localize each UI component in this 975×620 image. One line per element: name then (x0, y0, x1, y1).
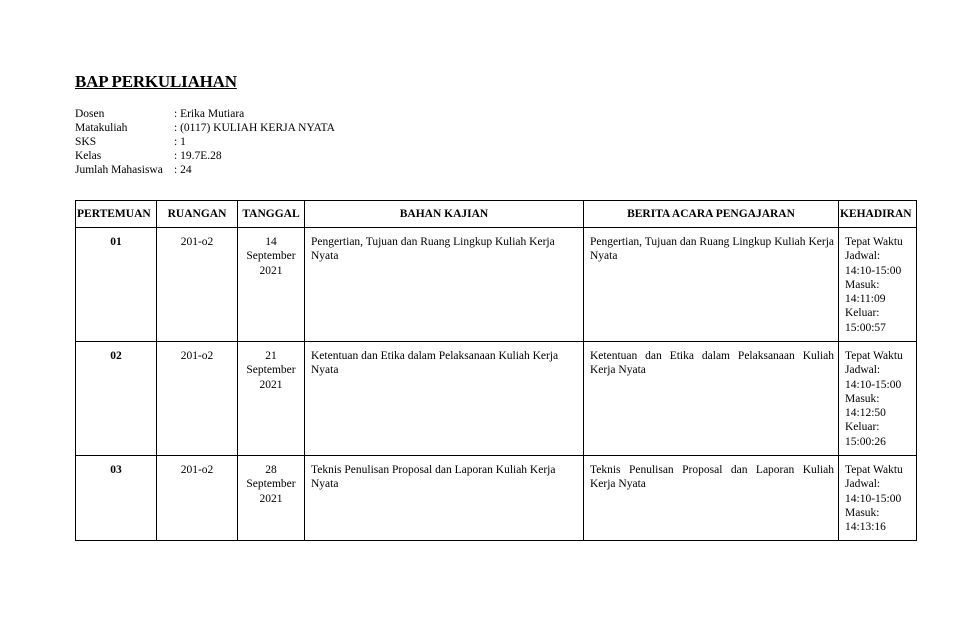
kehadiran-jadwal-label: Jadwal: (845, 364, 881, 377)
cell-bahan-kajian: Ketentuan dan Etika dalam Pelaksanaan Kuliah Kerja Nyata (305, 342, 584, 456)
tanggal-month: September (246, 364, 296, 377)
kehadiran-keluar: 15:00:57 (845, 321, 886, 334)
header-berita-acara: BERITA ACARA PENGAJARAN (584, 201, 839, 228)
info-value: : (0117) KULIAH KERJA NYATA (174, 122, 335, 134)
tanggal-day: 28 (265, 464, 277, 476)
tanggal-year: 2021 (259, 492, 283, 505)
page-title: BAP PERKULIAHAN (75, 72, 237, 91)
table-row (76, 228, 917, 342)
kehadiran-status: Tepat Waktu (845, 236, 903, 248)
info-label: Jumlah Mahasiswa (75, 164, 163, 176)
header-pertemuan: PERTEMUAN (76, 201, 157, 228)
cell-tanggal (238, 342, 305, 456)
cell-pertemuan: 02 (76, 342, 157, 456)
tanggal-day: 14 (265, 236, 277, 248)
info-row-kelas (75, 149, 335, 163)
info-value: : 24 (174, 164, 192, 176)
cell-tanggal (238, 456, 305, 541)
cell-ruangan: 201-o2 (157, 228, 238, 342)
cell-berita-acara: Pengertian, Tujuan dan Ruang Lingkup Kuliah Kerja Nyata (584, 228, 839, 342)
cell-pertemuan: 03 (76, 456, 157, 541)
cell-kehadiran (839, 228, 917, 342)
info-row-matakuliah (75, 121, 335, 135)
kehadiran-jadwal: 14:10-15:00 (845, 492, 902, 505)
kehadiran-jadwal-label: Jadwal: (845, 250, 881, 263)
cell-bahan-kajian: Teknis Penulisan Proposal dan Laporan Kuliah Kerja Nyata (305, 456, 584, 541)
info-row-dosen (75, 107, 335, 121)
info-value: : 19.7E.28 (174, 150, 222, 162)
info-value: : 1 (174, 136, 186, 148)
kehadiran-masuk: 14:11:09 (845, 293, 886, 306)
cell-pertemuan: 01 (76, 228, 157, 342)
kehadiran-masuk-label: Masuk: (845, 278, 880, 291)
kehadiran-masuk-label: Masuk: (845, 506, 880, 519)
header-kehadiran: KEHADIRAN (839, 201, 917, 228)
kehadiran-masuk: 14:12:50 (845, 407, 886, 420)
kehadiran-jadwal-label: Jadwal: (845, 478, 881, 491)
kehadiran-masuk: 14:13:16 (845, 521, 886, 534)
info-label: Kelas (75, 150, 102, 162)
header-ruangan: RUANGAN (157, 201, 238, 228)
info-label: Matakuliah (75, 122, 128, 134)
kehadiran-status: Tepat Waktu (845, 464, 903, 476)
tanggal-year: 2021 (259, 264, 283, 277)
kehadiran-keluar-label: Keluar: (845, 421, 880, 434)
kehadiran-keluar: 15:00:26 (845, 435, 886, 448)
tanggal-day: 21 (265, 350, 277, 362)
cell-tanggal (238, 228, 305, 342)
attendance-table (75, 200, 917, 541)
info-row-jumlah-mahasiswa (75, 163, 335, 177)
kehadiran-keluar-label: Keluar: (845, 307, 880, 320)
kehadiran-jadwal: 14:10-15:00 (845, 378, 902, 391)
info-label: Dosen (75, 108, 105, 120)
info-value: : Erika Mutiara (174, 108, 245, 120)
tanggal-month: September (246, 250, 296, 263)
tanggal-month: September (246, 478, 296, 491)
course-info (75, 107, 335, 177)
table-header-row (76, 201, 917, 228)
header-bahan-kajian: BAHAN KAJIAN (305, 201, 584, 228)
kehadiran-status: Tepat Waktu (845, 350, 903, 362)
info-label: SKS (75, 136, 97, 148)
header-tanggal: TANGGAL (238, 201, 305, 228)
table-row (76, 456, 917, 541)
cell-kehadiran (839, 342, 917, 456)
tanggal-year: 2021 (259, 378, 283, 391)
info-row-sks (75, 135, 335, 149)
cell-ruangan: 201-o2 (157, 342, 238, 456)
table-row (76, 342, 917, 456)
kehadiran-masuk-label: Masuk: (845, 392, 880, 405)
cell-kehadiran (839, 456, 917, 541)
cell-bahan-kajian: Pengertian, Tujuan dan Ruang Lingkup Kuliah Kerja Nyata (305, 228, 584, 342)
kehadiran-jadwal: 14:10-15:00 (845, 264, 902, 277)
cell-ruangan: 201-o2 (157, 456, 238, 541)
cell-berita-acara: Teknis Penulisan Proposal dan Laporan Kuliah Kerja Nyata (584, 456, 839, 541)
cell-berita-acara: Ketentuan dan Etika dalam Pelaksanaan Kuliah Kerja Nyata (584, 342, 839, 456)
